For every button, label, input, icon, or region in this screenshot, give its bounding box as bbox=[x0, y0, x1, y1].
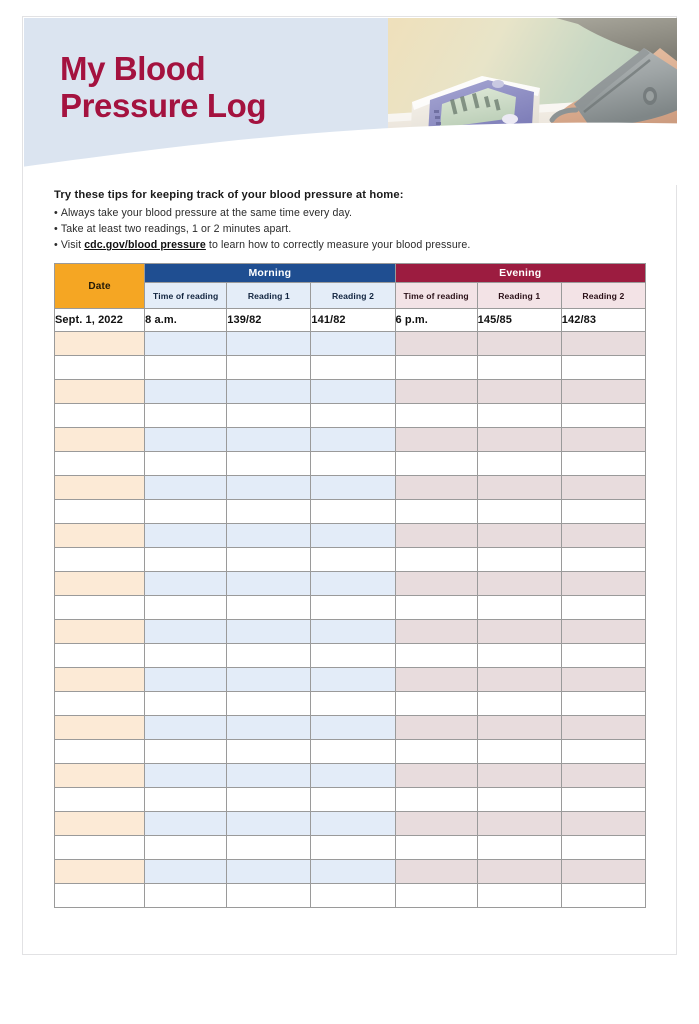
blood-pressure-log-table bbox=[54, 263, 646, 908]
cell-morning-reading2-empty[interactable] bbox=[311, 764, 395, 788]
cell-morning-reading2[interactable]: 141/82 bbox=[311, 309, 395, 332]
cell-morning-time-empty[interactable] bbox=[145, 476, 227, 500]
header-morning: Morning bbox=[145, 264, 395, 283]
cell-morning-reading2-empty[interactable] bbox=[311, 380, 395, 404]
cell-morning-reading2-empty[interactable] bbox=[311, 692, 395, 716]
cell-morning-time-empty[interactable] bbox=[145, 860, 227, 884]
cell-evening-time-empty[interactable] bbox=[395, 716, 477, 740]
cell-morning-reading1-empty[interactable] bbox=[227, 500, 311, 524]
cell-morning-reading2-empty[interactable] bbox=[311, 548, 395, 572]
cell-morning-reading2-empty[interactable] bbox=[311, 740, 395, 764]
cell-morning-reading1-empty[interactable] bbox=[227, 860, 311, 884]
table-row-empty bbox=[55, 836, 646, 860]
table-row-empty bbox=[55, 524, 646, 548]
page-title-line1: My Blood bbox=[60, 50, 206, 87]
cell-morning-time[interactable]: 8 a.m. bbox=[145, 309, 227, 332]
cell-morning-reading2-empty[interactable] bbox=[311, 788, 395, 812]
table-row-empty bbox=[55, 764, 646, 788]
cell-morning-time-empty[interactable] bbox=[145, 788, 227, 812]
cell-evening-reading1-empty[interactable] bbox=[477, 548, 561, 572]
table-row-empty bbox=[55, 788, 646, 812]
cell-evening-time-empty[interactable] bbox=[395, 596, 477, 620]
cell-morning-reading1-empty[interactable] bbox=[227, 692, 311, 716]
cell-morning-time-empty[interactable] bbox=[145, 572, 227, 596]
subheader-evening-reading1: Reading 1 bbox=[477, 283, 561, 309]
cell-evening-reading2-empty[interactable] bbox=[561, 596, 645, 620]
cell-morning-reading1-empty[interactable] bbox=[227, 476, 311, 500]
cell-evening-time-empty[interactable] bbox=[395, 500, 477, 524]
cell-evening-reading1-empty[interactable] bbox=[477, 644, 561, 668]
table-row-empty bbox=[55, 476, 646, 500]
table-row-empty bbox=[55, 692, 646, 716]
cell-evening-reading2-empty[interactable] bbox=[561, 716, 645, 740]
cell-evening-time-empty[interactable] bbox=[395, 380, 477, 404]
cell-evening-time-empty[interactable] bbox=[395, 524, 477, 548]
cell-evening-reading2-empty[interactable] bbox=[561, 548, 645, 572]
tip-item-1 bbox=[54, 205, 644, 221]
cell-evening-reading1-empty[interactable] bbox=[477, 572, 561, 596]
cell-morning-reading1-empty[interactable] bbox=[227, 452, 311, 476]
cell-evening-reading1-empty[interactable] bbox=[477, 692, 561, 716]
table-row-empty bbox=[55, 716, 646, 740]
cell-evening-time-empty[interactable] bbox=[395, 812, 477, 836]
cell-evening-reading1-empty[interactable] bbox=[477, 476, 561, 500]
cell-morning-reading1-empty[interactable] bbox=[227, 380, 311, 404]
cell-evening-time-empty[interactable] bbox=[395, 620, 477, 644]
subheader-evening-time: Time of reading bbox=[395, 283, 477, 309]
cell-morning-time-empty[interactable] bbox=[145, 596, 227, 620]
cdc-blood-pressure-link[interactable]: cdc.gov/blood pressure bbox=[84, 239, 206, 252]
printable-page bbox=[22, 16, 677, 955]
bullet-icon: • bbox=[54, 239, 58, 252]
table-row-empty bbox=[55, 452, 646, 476]
cell-date-empty[interactable] bbox=[55, 812, 145, 836]
cell-evening-reading1-empty[interactable] bbox=[477, 740, 561, 764]
table-row-empty bbox=[55, 428, 646, 452]
cell-evening-reading1-empty[interactable] bbox=[477, 428, 561, 452]
cell-morning-reading2-empty[interactable] bbox=[311, 404, 395, 428]
cell-evening-time-empty[interactable] bbox=[395, 332, 477, 356]
cell-evening-reading1-empty[interactable] bbox=[477, 500, 561, 524]
cell-evening-reading2-empty[interactable] bbox=[561, 692, 645, 716]
cell-evening-time-empty[interactable] bbox=[395, 428, 477, 452]
cell-morning-reading2-empty[interactable] bbox=[311, 716, 395, 740]
cell-morning-reading2-empty[interactable] bbox=[311, 572, 395, 596]
cell-morning-time-empty[interactable] bbox=[145, 404, 227, 428]
cell-morning-time-empty[interactable] bbox=[145, 356, 227, 380]
cell-evening-reading2-empty[interactable] bbox=[561, 788, 645, 812]
cell-morning-reading1-empty[interactable] bbox=[227, 572, 311, 596]
table-row-empty bbox=[55, 332, 646, 356]
table-row-empty bbox=[55, 644, 646, 668]
table-row-empty bbox=[55, 356, 646, 380]
cell-evening-reading2-empty[interactable] bbox=[561, 644, 645, 668]
cell-date-empty[interactable] bbox=[55, 884, 145, 908]
cell-evening-time-empty[interactable] bbox=[395, 836, 477, 860]
cell-morning-reading2-empty[interactable] bbox=[311, 476, 395, 500]
cell-evening-reading1-empty[interactable] bbox=[477, 332, 561, 356]
cell-date-empty[interactable] bbox=[55, 860, 145, 884]
cell-evening-time-empty[interactable] bbox=[395, 548, 477, 572]
cell-morning-reading2-empty[interactable] bbox=[311, 836, 395, 860]
page-title-line2: Pressure Log bbox=[60, 86, 267, 124]
cell-evening-reading2-empty[interactable] bbox=[561, 668, 645, 692]
cell-morning-time-empty[interactable] bbox=[145, 332, 227, 356]
cell-evening-reading2-empty[interactable] bbox=[561, 356, 645, 380]
cell-evening-time-empty[interactable] bbox=[395, 644, 477, 668]
cell-evening-reading1-empty[interactable] bbox=[477, 836, 561, 860]
cell-evening-reading2-empty[interactable] bbox=[561, 620, 645, 644]
cell-evening-time-empty[interactable] bbox=[395, 788, 477, 812]
table-row-empty bbox=[55, 860, 646, 884]
cell-date-empty[interactable] bbox=[55, 548, 145, 572]
cell-morning-reading1-empty[interactable] bbox=[227, 716, 311, 740]
cell-evening-reading1-empty[interactable] bbox=[477, 860, 561, 884]
table-row-empty bbox=[55, 812, 646, 836]
table-head bbox=[55, 264, 646, 309]
cell-evening-time-empty[interactable] bbox=[395, 668, 477, 692]
cell-date-empty[interactable] bbox=[55, 668, 145, 692]
cell-morning-reading1-empty[interactable] bbox=[227, 524, 311, 548]
cell-morning-time-empty[interactable] bbox=[145, 620, 227, 644]
cell-evening-reading1-empty[interactable] bbox=[477, 668, 561, 692]
cell-evening-reading1-empty[interactable] bbox=[477, 404, 561, 428]
cell-morning-reading1-empty[interactable] bbox=[227, 764, 311, 788]
cell-date-empty[interactable] bbox=[55, 476, 145, 500]
cell-morning-reading2-empty[interactable] bbox=[311, 596, 395, 620]
cell-evening-reading2-empty[interactable] bbox=[561, 812, 645, 836]
cell-morning-time-empty[interactable] bbox=[145, 380, 227, 404]
cell-morning-reading2-empty[interactable] bbox=[311, 452, 395, 476]
table-row-empty bbox=[55, 404, 646, 428]
cell-date-empty[interactable] bbox=[55, 692, 145, 716]
cell-date-empty[interactable] bbox=[55, 380, 145, 404]
cell-morning-time-empty[interactable] bbox=[145, 668, 227, 692]
table-row-empty bbox=[55, 740, 646, 764]
table-row-empty bbox=[55, 596, 646, 620]
cell-evening-reading1-empty[interactable] bbox=[477, 524, 561, 548]
cell-evening-reading1-empty[interactable] bbox=[477, 884, 561, 908]
cell-morning-time-empty[interactable] bbox=[145, 884, 227, 908]
cell-morning-time-empty[interactable] bbox=[145, 716, 227, 740]
cell-date-empty[interactable] bbox=[55, 428, 145, 452]
cell-date-empty[interactable] bbox=[55, 620, 145, 644]
cell-date-empty[interactable] bbox=[55, 716, 145, 740]
cell-morning-reading1[interactable]: 139/82 bbox=[227, 309, 311, 332]
cell-date-empty[interactable] bbox=[55, 596, 145, 620]
cell-date-empty[interactable] bbox=[55, 356, 145, 380]
cell-morning-time-empty[interactable] bbox=[145, 644, 227, 668]
cell-date-empty[interactable] bbox=[55, 524, 145, 548]
table-row bbox=[55, 309, 646, 332]
cell-morning-time-empty[interactable] bbox=[145, 548, 227, 572]
cell-evening-reading1-empty[interactable] bbox=[477, 764, 561, 788]
cell-date[interactable]: Sept. 1, 2022 bbox=[55, 309, 145, 332]
cell-date-empty[interactable] bbox=[55, 836, 145, 860]
cell-morning-reading2-empty[interactable] bbox=[311, 500, 395, 524]
cell-morning-reading1-empty[interactable] bbox=[227, 596, 311, 620]
cell-evening-time-empty[interactable] bbox=[395, 764, 477, 788]
group-header-row bbox=[55, 264, 646, 283]
cell-morning-reading1-empty[interactable] bbox=[227, 836, 311, 860]
cell-morning-reading1-empty[interactable] bbox=[227, 620, 311, 644]
table-row-empty bbox=[55, 572, 646, 596]
cell-morning-reading2-empty[interactable] bbox=[311, 884, 395, 908]
cell-evening-reading2-empty[interactable] bbox=[561, 836, 645, 860]
cell-evening-reading2-empty[interactable] bbox=[561, 524, 645, 548]
cell-morning-time-empty[interactable] bbox=[145, 692, 227, 716]
cell-evening-reading1[interactable]: 145/85 bbox=[477, 309, 561, 332]
cell-morning-reading1-empty[interactable] bbox=[227, 884, 311, 908]
cell-evening-reading2-empty[interactable] bbox=[561, 572, 645, 596]
table-row-empty bbox=[55, 620, 646, 644]
cell-evening-reading2-empty[interactable] bbox=[561, 476, 645, 500]
cell-morning-reading2-empty[interactable] bbox=[311, 812, 395, 836]
cell-evening-reading2-empty[interactable] bbox=[561, 332, 645, 356]
cell-evening-reading1-empty[interactable] bbox=[477, 596, 561, 620]
cell-evening-reading2-empty[interactable] bbox=[561, 452, 645, 476]
cell-evening-reading2[interactable]: 142/83 bbox=[561, 309, 645, 332]
cell-morning-reading2-empty[interactable] bbox=[311, 332, 395, 356]
subheader-morning-reading2: Reading 2 bbox=[311, 283, 395, 309]
cell-morning-reading2-empty[interactable] bbox=[311, 668, 395, 692]
cell-morning-reading2-empty[interactable] bbox=[311, 524, 395, 548]
cell-date-empty[interactable] bbox=[55, 740, 145, 764]
cell-evening-time-empty[interactable] bbox=[395, 860, 477, 884]
cell-morning-reading1-empty[interactable] bbox=[227, 428, 311, 452]
cell-evening-time-empty[interactable] bbox=[395, 884, 477, 908]
header-evening: Evening bbox=[395, 264, 645, 283]
cell-morning-time-empty[interactable] bbox=[145, 428, 227, 452]
banner-wave-decoration bbox=[24, 122, 677, 185]
cell-morning-reading1-empty[interactable] bbox=[227, 812, 311, 836]
cell-date-empty[interactable] bbox=[55, 644, 145, 668]
cell-evening-reading2-empty[interactable] bbox=[561, 500, 645, 524]
cell-morning-reading1-empty[interactable] bbox=[227, 548, 311, 572]
cell-morning-reading1-empty[interactable] bbox=[227, 644, 311, 668]
cell-evening-reading1-empty[interactable] bbox=[477, 788, 561, 812]
bullet-icon: • bbox=[54, 223, 58, 236]
cell-morning-time-empty[interactable] bbox=[145, 812, 227, 836]
cell-date-empty[interactable] bbox=[55, 764, 145, 788]
cell-morning-reading2-empty[interactable] bbox=[311, 860, 395, 884]
cell-morning-reading2-empty[interactable] bbox=[311, 644, 395, 668]
bullet-icon: • bbox=[54, 207, 58, 219]
subheader-evening-reading2: Reading 2 bbox=[561, 283, 645, 309]
table-row-empty bbox=[55, 668, 646, 692]
cell-evening-time-empty[interactable] bbox=[395, 692, 477, 716]
table-row-empty bbox=[55, 500, 646, 524]
cell-morning-time-empty[interactable] bbox=[145, 836, 227, 860]
cell-evening-reading1-empty[interactable] bbox=[477, 812, 561, 836]
cell-evening-time[interactable]: 6 p.m. bbox=[395, 309, 477, 332]
cell-evening-reading2-empty[interactable] bbox=[561, 860, 645, 884]
cell-evening-reading2-empty[interactable] bbox=[561, 740, 645, 764]
cell-evening-time-empty[interactable] bbox=[395, 572, 477, 596]
cell-date-empty[interactable] bbox=[55, 404, 145, 428]
cell-evening-time-empty[interactable] bbox=[395, 452, 477, 476]
cell-morning-time-empty[interactable] bbox=[145, 740, 227, 764]
tip-item-2-text: Take at least two readings, 1 or 2 minutes apart. bbox=[60, 223, 292, 236]
subheader-morning-time: Time of reading bbox=[145, 283, 227, 309]
cell-date-empty[interactable] bbox=[55, 332, 145, 356]
tips-section bbox=[54, 189, 644, 253]
cell-evening-reading2-empty[interactable] bbox=[561, 428, 645, 452]
cell-morning-reading2-empty[interactable] bbox=[311, 356, 395, 380]
cell-evening-reading2-empty[interactable] bbox=[561, 764, 645, 788]
cell-evening-time-empty[interactable] bbox=[395, 404, 477, 428]
cell-morning-reading2-empty[interactable] bbox=[311, 620, 395, 644]
tip-item-3 bbox=[54, 237, 644, 253]
cell-evening-reading1-empty[interactable] bbox=[477, 452, 561, 476]
cell-morning-time-empty[interactable] bbox=[145, 500, 227, 524]
page-banner bbox=[24, 18, 677, 185]
table-row-empty bbox=[55, 380, 646, 404]
cell-morning-time-empty[interactable] bbox=[145, 524, 227, 548]
subheader-morning-reading1: Reading 1 bbox=[227, 283, 311, 309]
cell-morning-reading1-empty[interactable] bbox=[227, 788, 311, 812]
cell-date-empty[interactable] bbox=[55, 572, 145, 596]
header-date: Date bbox=[55, 264, 145, 309]
table-body bbox=[55, 309, 646, 908]
tip-item-3-prefix: Visit bbox=[60, 239, 85, 252]
cell-date-empty[interactable] bbox=[55, 788, 145, 812]
cell-morning-reading1-empty[interactable] bbox=[227, 740, 311, 764]
cell-evening-reading1-empty[interactable] bbox=[477, 356, 561, 380]
cell-evening-reading2-empty[interactable] bbox=[561, 884, 645, 908]
cell-morning-reading1-empty[interactable] bbox=[227, 332, 311, 356]
tip-item-2 bbox=[54, 221, 644, 237]
cell-evening-time-empty[interactable] bbox=[395, 740, 477, 764]
table-row-empty bbox=[55, 548, 646, 572]
cell-evening-reading1-empty[interactable] bbox=[477, 620, 561, 644]
cell-evening-reading2-empty[interactable] bbox=[561, 380, 645, 404]
tip-item-1-text: Always take your blood pressure at the same time every day. bbox=[60, 207, 353, 219]
cell-evening-reading2-empty[interactable] bbox=[561, 404, 645, 428]
cell-morning-time-empty[interactable] bbox=[145, 764, 227, 788]
table-row-empty bbox=[55, 884, 646, 908]
cell-morning-reading1-empty[interactable] bbox=[227, 404, 311, 428]
cell-morning-reading1-empty[interactable] bbox=[227, 668, 311, 692]
tips-heading: Try these tips for keeping track of your blood pressure at home: bbox=[54, 189, 404, 201]
cell-date-empty[interactable] bbox=[55, 500, 145, 524]
cell-evening-time-empty[interactable] bbox=[395, 356, 477, 380]
cell-morning-time-empty[interactable] bbox=[145, 452, 227, 476]
page-title bbox=[60, 51, 390, 125]
cell-date-empty[interactable] bbox=[55, 452, 145, 476]
cell-evening-time-empty[interactable] bbox=[395, 476, 477, 500]
tip-item-3-suffix: to learn how to correctly measure your blood pressure. bbox=[205, 239, 471, 252]
cell-morning-reading2-empty[interactable] bbox=[311, 428, 395, 452]
cell-evening-reading1-empty[interactable] bbox=[477, 380, 561, 404]
cell-evening-reading1-empty[interactable] bbox=[477, 716, 561, 740]
cell-morning-reading1-empty[interactable] bbox=[227, 356, 311, 380]
